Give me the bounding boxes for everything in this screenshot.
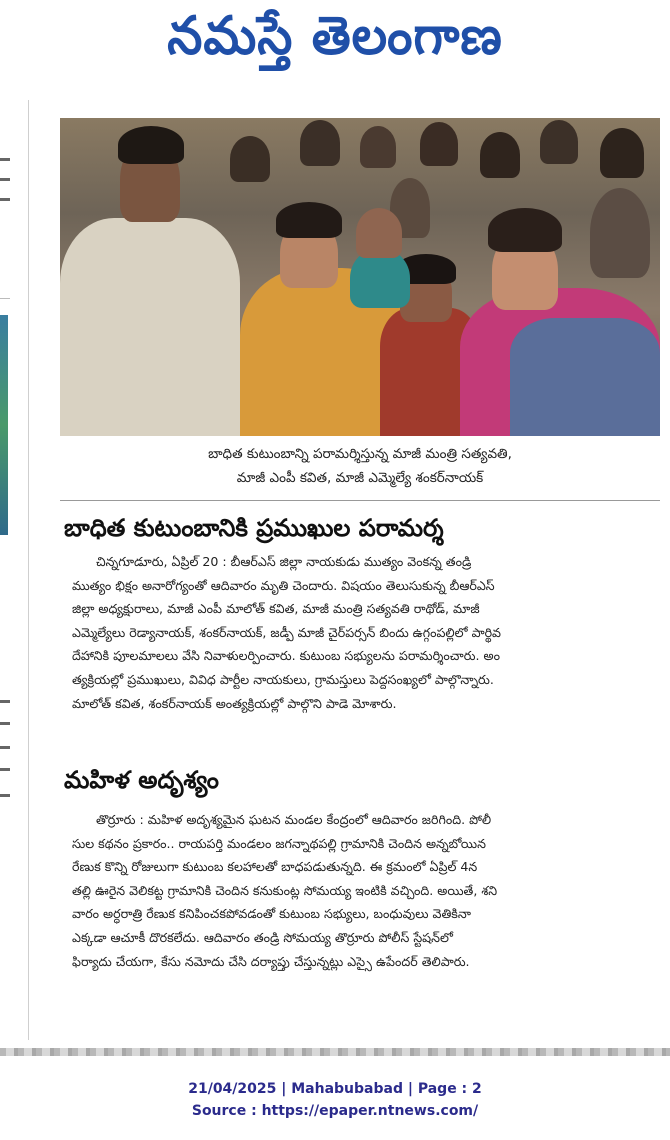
- body-line: దేహానికి పూలమాలలు వేసి నివాళులర్పించారు. కుటుంబ సభ్యులను పరామర్శించారు. అం: [72, 648, 500, 664]
- body-line: సుల కథనం ప్రకారం.. రాయపర్తి మండలం జగన్నాథపల్లి గ్రామానికి చెందిన అన్నబోయిన: [72, 835, 486, 851]
- divider: [60, 500, 660, 501]
- photo-caption: [60, 442, 660, 494]
- body-line: త్యక్రియల్లో ప్రముఖులు, వివిధ పార్టీల నాయకులు, గ్రామస్తులు పెద్దసంఖ్యలో పాల్గొన్నారు.: [72, 671, 494, 687]
- body-line: జిల్లా అధ్యక్షురాలు, మాజీ ఎంపీ మాలోత్ కవిత, మాజీ మంత్రి సత్యవతి రాథోడ్, మాజీ: [72, 601, 480, 617]
- story-body: [72, 550, 660, 715]
- body-line: తొర్రూరు : మహిళ అదృశ్యమైన ఘటన మండల కేంద్రంలో ఆదివారం జరిగింది. పోలీ: [96, 812, 492, 827]
- story-body: [72, 808, 660, 973]
- story-headline: మహిళ అదృశ్యం: [64, 766, 219, 794]
- source-link[interactable]: Source : https://epaper.ntnews.com/: [191, 1103, 479, 1119]
- caption-line: బాధిత కుటుంబాన్ని పరామర్శిస్తున్న మాజీ మంత్రి సత్యవతి,: [208, 446, 512, 462]
- body-line: ముత్యం భిక్షం అనారోగ్యంతో ఆదివారం మృతి చెందారు. విషయం తెలుసుకున్న బీఆర్‌ఎస్: [72, 577, 495, 593]
- body-line: ఎక్కడా ఆచూకీ దొరకలేదు. ఆదివారం తండ్రి సోమయ్య తొర్రూరు పోలీస్ స్టేషన్‌లో: [72, 929, 453, 945]
- body-line: తల్లి ఊరైన వెలికట్ట గ్రామానికి చెందిన కనుకుంట్ల సోమయ్య ఇంటికి వచ్చింది. అయితే, శని: [72, 882, 498, 898]
- news-photo: [60, 118, 660, 436]
- body-line: చిన్నగూడూరు, ఏప్రిల్ 20 : బీఆర్‌ఎస్ జిల్లా నాయకుడు ముత్యం వెంకన్న తండ్రి: [96, 554, 472, 569]
- edition-info: 21/04/2025 | Mahabubabad | Page : 2: [188, 1081, 482, 1097]
- masthead: [0, 0, 670, 84]
- adjacent-column-fragment: [0, 100, 10, 1040]
- body-line: వారం అర్ధరాత్రి రేణుక కనిపించకపోవడంతో కుటుంబ సభ్యులు, బంధువులు వెతికినా: [72, 906, 471, 922]
- body-line: ఎమ్మెల్యేలు రెడ్యానాయక్, శంకర్‌నాయక్, జడ్పీ మాజీ చైర్‌పర్సన్ బిందు ఉగ్గంపల్లిలో పార్థివ: [72, 624, 502, 640]
- column-divider: [28, 100, 29, 1040]
- body-line: మాలోత్ కవిత, శంకర్‌నాయక్ అంత్యక్రియల్లో పాల్గొని పాడె మోశారు.: [72, 695, 397, 711]
- caption-line: మాజీ ఎంపీ కవిత, మాజీ ఎమ్మెల్యే శంకర్‌నాయక్: [236, 470, 484, 486]
- body-line: ఫిర్యాదు చేయగా, కేసు నమోదు చేసి దర్యాప్తు చేస్తున్నట్లు ఎస్సై ఉపేందర్ తెలిపారు.: [72, 953, 470, 969]
- body-line: రేణుక కొన్ని రోజులుగా కుటుంబ కలహాలతో బాధపడుతున్నది. ఈ క్రమంలో ఏప్రిల్ 4న: [72, 859, 478, 875]
- page-bottom-edge: [0, 1048, 670, 1056]
- epaper-footer: [0, 1078, 670, 1122]
- story-headline: బాధిత కుటుంబానికి ప్రముఖుల పరామర్శ: [64, 514, 444, 542]
- newspaper-title: నమస్తే తెలంగాణ: [167, 4, 503, 66]
